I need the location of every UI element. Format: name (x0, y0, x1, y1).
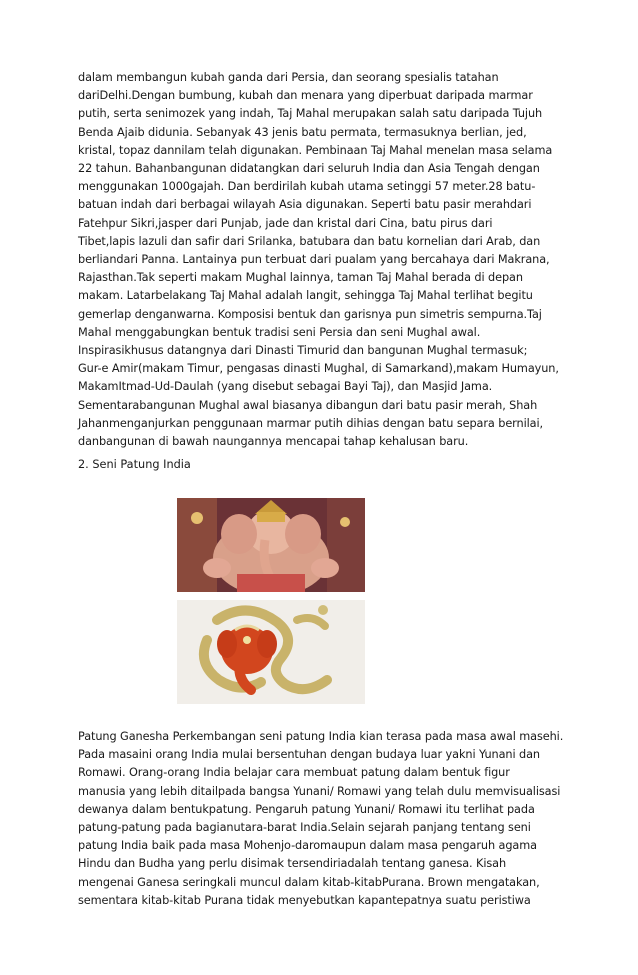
body-paragraph-taj-mahal (78, 69, 568, 451)
text-line: Benda Ajaib didunia. Sebanyak 43 jenis batu permata, termasuknya berlian, jed, (78, 125, 527, 139)
text-line: Inspirasikhusus datangnya dari Dinasti Timurid dan bangunan Mughal termasuk; (78, 344, 528, 358)
text-line: patung India baik pada masa Mohenjo-daromaupun dalam masa pengaruh agama (78, 839, 537, 853)
text-line: dariDelhi.Dengan bumbung, kubah dan menara yang diperbuat daripada marmar (78, 89, 533, 103)
text-line: Tibet,lapis lazuli dan safir dari Srilanka, batubara dan batu kornelian dari Arab, dan (78, 234, 541, 248)
text-line: makam. Latarbelakang Taj Mahal adalah langit, sehingga Taj Mahal terlihat begitu (78, 289, 533, 303)
text-line: manusia yang lebih ditailpada bangsa Yunani/ Romawi yang telah dulu memvisualisasi (78, 784, 561, 798)
text-line: patung-patung pada bagianutara-barat India.Selain sejarah panjang tentang seni (78, 821, 531, 835)
text-line: mengenai Ganesa seringkali muncul dalam kitab-kitabPurana. Brown mengatakan, (78, 875, 540, 889)
text-line: gemerlap denganwarna. Komposisi bentuk dan garisnya pun simetris sempurna.Taj (78, 307, 542, 321)
section-heading: 2. Seni Patung India (78, 458, 191, 471)
text-line: menggunakan 1000gajah. Dan berdirilah kubah utama setinggi 57 meter.28 batu- (78, 180, 536, 194)
text-line: sementara kitab-kitab Purana tidak menyebutkan kapantepatnya suatu peristiwa (78, 893, 531, 907)
text-line: Mahal menggabungkan bentuk tradisi seni Persia dan seni Mughal awal. (78, 325, 481, 339)
text-line: dewanya dalam bentukpatung. Pengaruh patung Yunani/ Romawi itu terlihat pada (78, 802, 535, 816)
text-line: Romawi. Orang-orang India belajar cara membuat patung dalam bentuk figur (78, 766, 510, 780)
text-line: kristal, topaz dannilam telah digunakan. Pembinaan Taj Mahal menelan masa selama (78, 143, 553, 157)
ganesha-om-pendant-photo (177, 600, 365, 704)
text-line: dalam membangun kubah ganda dari Persia, dan seorang spesialis tatahan (78, 71, 499, 84)
text-line: batuan indah dari berbagai wilayah Asia digunakan. Seperti batu pasir merahdari (78, 198, 532, 212)
text-line: MakamItmad-Ud-Daulah (yang disebut sebagai Bayi Taj), dan Masjid Jama. (78, 380, 493, 394)
text-line: Pada masaini orang India mulai bersentuhan dengan budaya luar yakni Yunani dan (78, 748, 540, 762)
text-line: 22 tahun. Bahanbangunan didatangkan dari seluruh India dan Asia Tengah dengan (78, 162, 540, 176)
text-line: Patung Ganesha Perkembangan seni patung India kian terasa pada masa awal masehi. (78, 730, 564, 743)
text-line: Hindu dan Budha yang perlu disimak tersendiriadalah tentang ganesa. Kisah (78, 857, 507, 871)
text-line: Sementarabangunan Mughal awal biasanya dibangun dari batu pasir merah, Shah (78, 398, 538, 412)
text-line: putih, serta senimozek yang indah, Taj Mahal merupakan salah satu daripada Tujuh (78, 107, 543, 121)
ganesha-statue-photo (177, 498, 365, 592)
text-line: danbangunan di bawah naungannya mencapai tahap kehalusan baru. (78, 435, 469, 449)
text-line: Gur-e Amir(makam Timur, pengasas dinasti Mughal, di Samarkand),makam Humayun, (78, 362, 559, 376)
text-line: Fatehpur Sikri,jasper dari Punjab, jade dan kristal dari Cina, batu pirus dari (78, 216, 493, 230)
text-line: Jahanmenganjurkan penggunaan marmar putih dihias dengan batu separa bernilai, (78, 416, 543, 430)
body-paragraph-patung-ganesha (78, 728, 568, 910)
text-line: berliandari Panna. Lantainya pun terbuat dari pualam yang bercahaya dari Makrana, (78, 253, 550, 267)
text-line: Rajasthan.Tak seperti makam Mughal lainnya, taman Taj Mahal berada di depan (78, 271, 523, 285)
